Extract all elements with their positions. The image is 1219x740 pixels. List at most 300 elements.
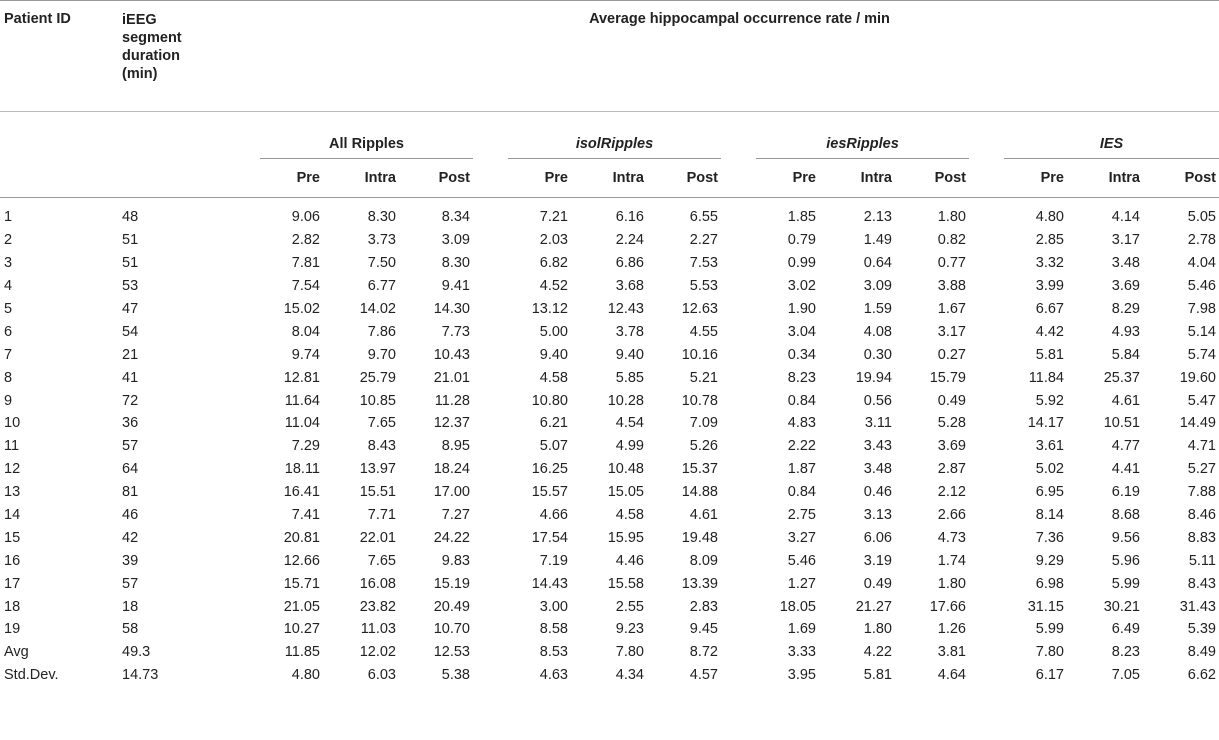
value-cell: 4.63 xyxy=(539,667,568,684)
sub-pre: Pre xyxy=(260,159,323,198)
value-cell: 3.69 xyxy=(1111,278,1140,295)
value-cell: 4.41 xyxy=(1111,461,1140,478)
value-cell: 6.17 xyxy=(1035,667,1064,684)
spacer-cell xyxy=(473,343,508,366)
duration-cell: 57 xyxy=(122,438,139,455)
value-cell: 4.08 xyxy=(863,323,892,340)
spacer-cell xyxy=(473,275,508,298)
patient-id-cell: 17 xyxy=(4,575,21,592)
sub-intra: Intra xyxy=(323,159,399,198)
value-cell: 15.57 xyxy=(531,484,568,501)
value-cell: 4.22 xyxy=(863,644,892,661)
duration-cell: 21 xyxy=(122,346,139,363)
spacer-cell xyxy=(969,389,1004,412)
duration-cell: 58 xyxy=(122,621,139,638)
value-cell: 4.57 xyxy=(689,667,718,684)
value-cell: 4.61 xyxy=(1111,392,1140,409)
spacer-cell xyxy=(721,320,756,343)
value-cell: 10.51 xyxy=(1103,415,1140,432)
value-cell: 3.00 xyxy=(539,598,568,615)
value-cell: 16.08 xyxy=(359,575,396,592)
sub-pre: Pre xyxy=(756,159,819,198)
value-cell: 4.54 xyxy=(615,415,644,432)
value-cell: 14.17 xyxy=(1027,415,1064,432)
table-row xyxy=(0,229,1219,252)
value-cell: 14.30 xyxy=(433,301,470,317)
spacer-cell xyxy=(969,343,1004,366)
sub-post: Post xyxy=(1143,159,1219,198)
spacer-cell xyxy=(969,481,1004,504)
value-cell: 15.95 xyxy=(607,529,644,546)
spacer-cell xyxy=(473,481,508,504)
spacer-cell xyxy=(473,198,508,229)
value-cell: 6.55 xyxy=(689,209,718,226)
value-cell: 9.40 xyxy=(539,346,568,363)
value-cell: 7.09 xyxy=(689,415,718,432)
value-cell: 17.00 xyxy=(433,484,470,501)
duration-cell: 41 xyxy=(122,369,139,386)
spacer-cell xyxy=(473,526,508,549)
table-row xyxy=(0,458,1219,481)
value-cell: 18.24 xyxy=(433,461,470,478)
value-cell: 6.49 xyxy=(1111,621,1140,638)
value-cell: 5.85 xyxy=(615,369,644,386)
value-cell: 2.55 xyxy=(615,598,644,615)
spacer-cell xyxy=(473,549,508,572)
spacer-cell xyxy=(473,664,508,687)
value-cell: 0.49 xyxy=(863,575,892,592)
spacer-cell xyxy=(969,595,1004,618)
value-cell: 9.56 xyxy=(1111,529,1140,546)
group-ies-ripples: iesRipples xyxy=(756,112,969,159)
value-cell: 15.02 xyxy=(283,301,320,317)
value-cell: 0.34 xyxy=(787,346,816,363)
value-cell: 9.06 xyxy=(291,209,320,226)
value-cell: 5.74 xyxy=(1187,346,1216,363)
sub-intra: Intra xyxy=(571,159,647,198)
value-cell: 2.13 xyxy=(863,209,892,226)
value-cell: 10.43 xyxy=(433,346,470,363)
value-cell: 4.73 xyxy=(937,529,966,546)
spacer-cell xyxy=(473,412,508,435)
value-cell: 0.56 xyxy=(863,392,892,409)
duration-cell: 53 xyxy=(122,278,139,295)
value-cell: 8.58 xyxy=(539,621,568,638)
value-cell: 1.80 xyxy=(937,575,966,592)
spacer-cell xyxy=(721,435,756,458)
value-cell: 8.49 xyxy=(1187,644,1216,661)
spacer-cell xyxy=(721,389,756,412)
value-cell: 9.40 xyxy=(615,346,644,363)
sub-pre: Pre xyxy=(508,159,571,198)
value-cell: 8.95 xyxy=(441,438,470,455)
value-cell: 3.68 xyxy=(615,278,644,295)
spacer-cell xyxy=(969,526,1004,549)
value-cell: 5.96 xyxy=(1111,552,1140,569)
value-cell: 0.82 xyxy=(937,232,966,249)
patient-id-cell: 13 xyxy=(4,484,21,501)
spacer-cell xyxy=(969,664,1004,687)
value-cell: 1.67 xyxy=(937,301,966,317)
value-cell: 22.01 xyxy=(359,529,396,546)
value-cell: 0.27 xyxy=(937,346,966,363)
value-cell: 12.02 xyxy=(359,644,396,661)
value-cell: 3.73 xyxy=(367,232,396,249)
patient-id-cell: 4 xyxy=(4,278,13,295)
spacer-cell xyxy=(721,252,756,275)
table-row xyxy=(0,389,1219,412)
value-cell: 1.27 xyxy=(787,575,816,592)
value-cell: 4.52 xyxy=(539,278,568,295)
value-cell: 16.41 xyxy=(283,484,320,501)
value-cell: 6.86 xyxy=(615,255,644,272)
spacer-cell xyxy=(473,320,508,343)
duration-cell: 14.73 xyxy=(122,667,159,684)
value-cell: 1.74 xyxy=(937,552,966,569)
value-cell: 15.19 xyxy=(433,575,470,592)
value-cell: 5.53 xyxy=(689,278,718,295)
value-cell: 11.64 xyxy=(284,392,320,409)
table-row xyxy=(0,572,1219,595)
duration-header: iEEG segment duration (min) xyxy=(120,1,260,112)
value-cell: 0.84 xyxy=(787,392,816,409)
sub-post: Post xyxy=(895,159,969,198)
value-cell: 9.74 xyxy=(291,346,320,363)
value-cell: 7.53 xyxy=(689,255,718,272)
duration-cell: 72 xyxy=(122,392,139,409)
value-cell: 2.24 xyxy=(615,232,644,249)
value-cell: 5.84 xyxy=(1111,346,1140,363)
value-cell: 4.34 xyxy=(615,667,644,684)
value-cell: 8.14 xyxy=(1035,507,1064,524)
table-row xyxy=(0,595,1219,618)
value-cell: 6.62 xyxy=(1187,667,1216,684)
value-cell: 6.03 xyxy=(367,667,396,684)
duration-cell: 48 xyxy=(122,209,139,226)
value-cell: 0.30 xyxy=(863,346,892,363)
value-cell: 1.49 xyxy=(863,232,892,249)
value-cell: 4.93 xyxy=(1111,323,1140,340)
spacer-cell xyxy=(473,504,508,527)
value-cell: 10.78 xyxy=(681,392,718,409)
value-cell: 4.77 xyxy=(1111,438,1140,455)
value-cell: 7.27 xyxy=(441,507,470,524)
value-cell: 1.26 xyxy=(937,621,966,638)
spacer-cell xyxy=(721,526,756,549)
value-cell: 2.22 xyxy=(787,438,816,455)
value-cell: 3.78 xyxy=(615,323,644,340)
value-cell: 12.37 xyxy=(433,415,470,432)
value-cell: 31.43 xyxy=(1179,598,1216,615)
value-cell: 1.69 xyxy=(787,621,816,638)
value-cell: 4.04 xyxy=(1187,255,1216,272)
duration-cell: 46 xyxy=(122,507,139,524)
value-cell: 11.28 xyxy=(434,392,470,409)
value-cell: 21.27 xyxy=(855,598,892,615)
value-cell: 10.16 xyxy=(681,346,718,363)
value-cell: 30.21 xyxy=(1103,598,1140,615)
spacer-cell xyxy=(721,458,756,481)
patient-id-cell: 14 xyxy=(4,507,21,524)
value-cell: 0.79 xyxy=(787,232,816,249)
value-cell: 8.46 xyxy=(1187,507,1216,524)
value-cell: 15.71 xyxy=(283,575,320,592)
value-cell: 10.27 xyxy=(283,621,320,638)
value-cell: 2.78 xyxy=(1187,232,1216,249)
value-cell: 8.23 xyxy=(1111,644,1140,661)
spacer-cell xyxy=(969,618,1004,641)
value-cell: 5.38 xyxy=(441,667,470,684)
table-row xyxy=(0,412,1219,435)
value-cell: 6.16 xyxy=(615,209,644,226)
value-cell: 8.43 xyxy=(1187,575,1216,592)
spacer-cell xyxy=(721,504,756,527)
value-cell: 7.36 xyxy=(1035,529,1064,546)
spacer-cell xyxy=(473,389,508,412)
spacer-cell xyxy=(969,458,1004,481)
value-cell: 4.71 xyxy=(1187,438,1216,455)
value-cell: 20.49 xyxy=(433,598,470,615)
value-cell: 8.09 xyxy=(689,552,718,569)
value-cell: 7.81 xyxy=(291,255,320,272)
value-cell: 24.22 xyxy=(433,529,470,546)
value-cell: 17.54 xyxy=(531,529,568,546)
value-cell: 4.83 xyxy=(787,415,816,432)
value-cell: 8.23 xyxy=(787,369,816,386)
spacer-cell xyxy=(721,618,756,641)
value-cell: 7.98 xyxy=(1187,301,1216,317)
value-cell: 8.30 xyxy=(441,255,470,272)
value-cell: 15.79 xyxy=(929,369,966,386)
patient-id-cell: 19 xyxy=(4,621,21,638)
value-cell: 5.47 xyxy=(1187,392,1216,409)
value-cell: 17.66 xyxy=(929,598,966,615)
sub-post: Post xyxy=(399,159,473,198)
value-cell: 1.90 xyxy=(787,301,816,317)
patient-id-cell: Std.Dev. xyxy=(4,667,59,684)
value-cell: 8.83 xyxy=(1187,529,1216,546)
duration-cell: 42 xyxy=(122,529,139,546)
value-cell: 10.70 xyxy=(433,621,470,638)
value-cell: 14.02 xyxy=(359,301,396,317)
value-cell: 3.88 xyxy=(937,278,966,295)
value-cell: 4.58 xyxy=(539,369,568,386)
spacer-cell xyxy=(473,298,508,321)
table-row xyxy=(0,504,1219,527)
value-cell: 6.19 xyxy=(1111,484,1140,501)
value-cell: 1.85 xyxy=(787,209,816,226)
value-cell: 3.81 xyxy=(937,644,966,661)
value-cell: 6.06 xyxy=(863,529,892,546)
value-cell: 7.80 xyxy=(615,644,644,661)
patient-id-cell: Avg xyxy=(4,644,29,661)
value-cell: 7.86 xyxy=(367,323,396,340)
value-cell: 5.46 xyxy=(1187,278,1216,295)
value-cell: 12.63 xyxy=(681,301,718,317)
value-cell: 6.77 xyxy=(367,278,396,295)
duration-cell: 51 xyxy=(122,232,139,249)
group-isol-ripples: isolRipples xyxy=(508,112,721,159)
value-cell: 25.37 xyxy=(1103,369,1140,386)
spacer-cell xyxy=(721,549,756,572)
value-cell: 5.07 xyxy=(539,438,568,455)
sub-intra: Intra xyxy=(1067,159,1143,198)
value-cell: 5.00 xyxy=(539,323,568,340)
value-cell: 3.95 xyxy=(787,667,816,684)
value-cell: 7.54 xyxy=(291,278,320,295)
spacer-cell xyxy=(473,366,508,389)
patient-id-cell: 10 xyxy=(4,415,21,432)
spacer-cell xyxy=(969,198,1004,229)
value-cell: 3.33 xyxy=(787,644,816,661)
value-cell: 7.50 xyxy=(367,255,396,272)
table-row xyxy=(0,320,1219,343)
value-cell: 0.64 xyxy=(863,255,892,272)
spacer-cell xyxy=(969,298,1004,321)
value-cell: 5.46 xyxy=(787,552,816,569)
value-cell: 1.80 xyxy=(937,209,966,226)
value-cell: 15.58 xyxy=(607,575,644,592)
value-cell: 3.27 xyxy=(787,529,816,546)
value-cell: 5.28 xyxy=(937,415,966,432)
value-cell: 3.17 xyxy=(1111,232,1140,249)
value-cell: 4.64 xyxy=(937,667,966,684)
value-cell: 2.87 xyxy=(937,461,966,478)
value-cell: 3.61 xyxy=(1035,438,1064,455)
value-cell: 12.81 xyxy=(283,369,320,386)
duration-cell: 64 xyxy=(122,461,139,478)
value-cell: 3.99 xyxy=(1035,278,1064,295)
group-all-ripples: All Ripples xyxy=(260,112,473,159)
value-cell: 16.25 xyxy=(531,461,568,478)
table-row xyxy=(0,298,1219,321)
spacer-cell xyxy=(721,572,756,595)
value-cell: 7.41 xyxy=(291,507,320,524)
value-cell: 3.11 xyxy=(864,415,892,432)
value-cell: 12.43 xyxy=(607,301,644,317)
spacer-cell xyxy=(721,412,756,435)
spacer-cell xyxy=(721,275,756,298)
spacer-cell xyxy=(721,481,756,504)
sub-post: Post xyxy=(647,159,721,198)
value-cell: 15.05 xyxy=(607,484,644,501)
patient-id-cell: 16 xyxy=(4,552,21,569)
value-cell: 9.29 xyxy=(1035,552,1064,569)
duration-cell: 54 xyxy=(122,323,139,340)
value-cell: 10.28 xyxy=(607,392,644,409)
spacer-cell xyxy=(473,252,508,275)
spacer-cell xyxy=(969,229,1004,252)
value-cell: 18.05 xyxy=(779,598,816,615)
value-cell: 11.03 xyxy=(360,621,396,638)
spacer-cell xyxy=(721,664,756,687)
patient-id-cell: 2 xyxy=(4,232,13,249)
spacer-cell xyxy=(473,435,508,458)
value-cell: 19.94 xyxy=(855,369,892,386)
spacer-cell xyxy=(969,320,1004,343)
value-cell: 9.45 xyxy=(689,621,718,638)
value-cell: 2.03 xyxy=(539,232,568,249)
value-cell: 2.83 xyxy=(689,598,718,615)
spacer-cell xyxy=(473,458,508,481)
value-cell: 0.46 xyxy=(863,484,892,501)
patient-id-cell: 5 xyxy=(4,301,13,317)
spacer-cell xyxy=(721,198,756,229)
spacer-cell xyxy=(969,435,1004,458)
value-cell: 7.21 xyxy=(539,209,568,226)
spacer-cell xyxy=(969,252,1004,275)
value-cell: 4.55 xyxy=(689,323,718,340)
value-cell: 5.39 xyxy=(1187,621,1216,638)
value-cell: 25.79 xyxy=(359,369,396,386)
value-cell: 5.27 xyxy=(1187,461,1216,478)
value-cell: 5.81 xyxy=(863,667,892,684)
value-cell: 7.80 xyxy=(1035,644,1064,661)
spacer-cell xyxy=(969,504,1004,527)
value-cell: 3.02 xyxy=(787,278,816,295)
value-cell: 12.53 xyxy=(433,644,470,661)
value-cell: 13.12 xyxy=(531,301,568,317)
value-cell: 2.75 xyxy=(787,507,816,524)
value-cell: 13.97 xyxy=(359,461,396,478)
value-cell: 14.88 xyxy=(681,484,718,501)
value-cell: 21.01 xyxy=(433,369,470,386)
value-cell: 7.65 xyxy=(367,415,396,432)
value-cell: 0.49 xyxy=(937,392,966,409)
value-cell: 5.26 xyxy=(689,438,718,455)
value-cell: 7.73 xyxy=(441,323,470,340)
value-cell: 5.99 xyxy=(1035,621,1064,638)
value-cell: 3.09 xyxy=(441,232,470,249)
value-cell: 4.66 xyxy=(539,507,568,524)
patient-id-cell: 6 xyxy=(4,323,13,340)
value-cell: 11.04 xyxy=(284,415,320,432)
value-cell: 3.17 xyxy=(937,323,966,340)
value-cell: 2.12 xyxy=(937,484,966,501)
value-cell: 9.70 xyxy=(367,346,396,363)
group-ies: IES xyxy=(1004,112,1219,159)
value-cell: 1.87 xyxy=(787,461,816,478)
spacer-cell xyxy=(721,595,756,618)
value-cell: 5.81 xyxy=(1035,346,1064,363)
table-row xyxy=(0,343,1219,366)
value-cell: 14.43 xyxy=(531,575,568,592)
patient-id-cell: 8 xyxy=(4,369,13,386)
value-cell: 8.04 xyxy=(291,323,320,340)
value-cell: 9.41 xyxy=(441,278,470,295)
spacer-cell xyxy=(721,298,756,321)
value-cell: 6.67 xyxy=(1035,301,1064,317)
spacer-cell xyxy=(473,229,508,252)
value-cell: 8.72 xyxy=(689,644,718,661)
spacer-cell xyxy=(969,275,1004,298)
value-cell: 4.80 xyxy=(1035,209,1064,226)
spacer-cell xyxy=(473,618,508,641)
value-cell: 5.99 xyxy=(1111,575,1140,592)
value-cell: 19.48 xyxy=(681,529,718,546)
patient-id-cell: 7 xyxy=(4,346,13,363)
patient-id-cell: 15 xyxy=(4,529,21,546)
value-cell: 1.59 xyxy=(863,301,892,317)
table-row xyxy=(0,481,1219,504)
table-row xyxy=(0,526,1219,549)
value-cell: 20.81 xyxy=(283,529,320,546)
spacer-cell xyxy=(721,229,756,252)
value-cell: 1.80 xyxy=(863,621,892,638)
value-cell: 3.69 xyxy=(937,438,966,455)
spacer-cell xyxy=(969,412,1004,435)
duration-cell: 81 xyxy=(122,484,139,501)
